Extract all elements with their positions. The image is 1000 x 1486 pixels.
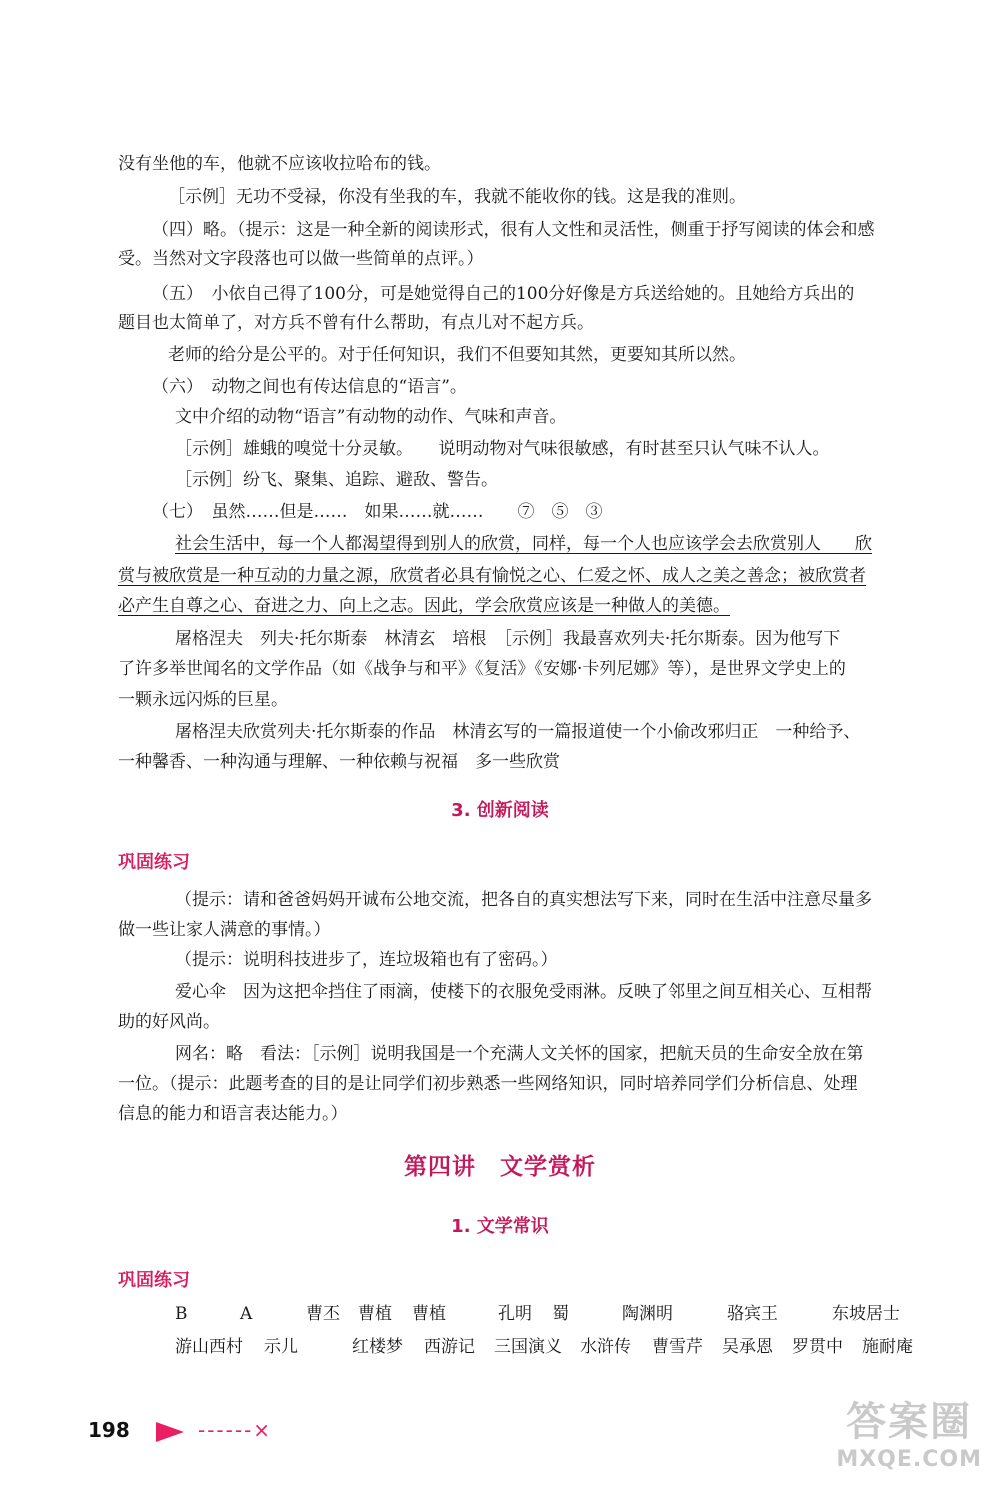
text-line: 一位。（提示：此题考查的目的是让同学们初步熟悉一些网络知识，同时培养同学们分析信息、处理 — [118, 1074, 858, 1094]
underlined-line: 必产生自尊之心、奋进之力、向上之志。因此，学会欣赏应该是一种做人的美德。 — [118, 596, 730, 616]
watermark-top: 答案圈 — [846, 1399, 973, 1445]
answer-item: 曹丕 — [306, 1304, 340, 1324]
answer-item: 曹植 — [358, 1304, 392, 1324]
text-line: 受。当然对文字段落也可以做一些简单的点评。） — [118, 249, 484, 269]
chapter-title: 第四讲 文学赏析 — [404, 1154, 596, 1180]
text-line: 题目也太简单了，对方兵不曾有什么帮助，有点儿对不起方兵。 — [118, 313, 594, 333]
text-line: 屠格涅夫欣赏列夫·托尔斯泰的作品 林清玄写的一篇报道使一个小偷改邪归正 一种给予、 — [175, 722, 861, 742]
watermark-logo — [836, 1390, 982, 1472]
text-line: ［示例］纷飞、聚集、追踪、避敌、警告。 — [175, 470, 498, 490]
text-line: 一颗永远闪烁的巨星。 — [118, 690, 288, 710]
practice-title: 巩固练习 — [118, 1270, 190, 1291]
text-line: 网名：略 看法：［示例］说明我国是一个充满人文关怀的国家，把航天员的生命安全放在第 — [175, 1044, 864, 1064]
text-line: （六） 动物之间也有传达信息的“语言”。 — [152, 377, 467, 397]
answer-item: 施耐庵 — [862, 1337, 913, 1357]
text-line: ［示例］无功不受禄，你没有坐我的车，我就不能收你的钱。这是我的准则。 — [168, 187, 746, 207]
answer-item: 曹植 — [412, 1304, 446, 1324]
practice-title: 巩固练习 — [118, 852, 190, 873]
text-line: 信息的能力和语言表达能力。） — [118, 1104, 348, 1124]
answer-item: 东坡居士 — [832, 1304, 900, 1324]
section-title: 3. 创新阅读 — [451, 800, 549, 821]
answer-item: 红楼梦 — [352, 1337, 403, 1357]
text-line: （七） 虽然……但是…… 如果……就…… ⑦ ⑤ ③ — [152, 502, 603, 522]
page-number: 198 — [88, 1418, 130, 1442]
watermark-bottom: MXQE.COM — [836, 1447, 982, 1472]
text-line: （五） 小依自己得了100分，可是她觉得自己的100分好像是方兵送给她的。且她给方兵出的 — [152, 284, 855, 304]
answer-item: 曹雪芹 — [652, 1337, 703, 1357]
text-line: 屠格涅夫 列夫·托尔斯泰 林清玄 培根 ［示例］我最喜欢列夫·托尔斯泰。因为他写下 — [175, 629, 841, 649]
answer-item: 罗贯中 — [792, 1337, 843, 1357]
text-line: 文中介绍的动物“语言”有动物的动作、气味和声音。 — [175, 407, 567, 427]
text-line: 一种馨香、一种沟通与理解、一种依赖与祝福 多一些欣赏 — [118, 752, 560, 772]
answer-item: 陶渊明 — [622, 1304, 673, 1324]
underlined-line: 赏与被欣赏是一种互动的力量之源，欣赏者必具有愉悦之心、仁爱之怀、成人之美之善念；被欣赏者 — [118, 566, 866, 586]
answer-item: 西游记 — [424, 1337, 475, 1357]
answer-item: 三国演义 — [494, 1337, 562, 1357]
text-line: （提示：说明科技进步了，连垃圾箱也有了密码。） — [175, 950, 558, 970]
text-line: 老师的给分是公平的。对于任何知识，我们不但要知其然，更要知其所以然。 — [168, 345, 746, 365]
answer-item: 骆宾王 — [727, 1304, 778, 1324]
answer-item: 示儿 — [264, 1337, 298, 1357]
text-line: （四）略。（提示：这是一种全新的阅读形式，很有人文性和灵活性，侧重于抒写阅读的体会和感 — [152, 220, 875, 240]
answer-item: 孔明 — [498, 1304, 532, 1324]
text-line: 助的好风尚。 — [118, 1012, 220, 1032]
footer-dashes: ------× — [198, 1418, 273, 1442]
text-line: 做一些让家人满意的事情。） — [118, 920, 331, 940]
answer-item: 吴承恩 — [722, 1337, 773, 1357]
answer-item: 水浒传 — [580, 1337, 631, 1357]
text-line: 爱心伞 因为这把伞挡住了雨滴，使楼下的衣服免受雨淋。反映了邻里之间互相关心、互相帮 — [175, 982, 872, 1002]
text-line: 了许多举世闻名的文学作品（如《战争与和平》《复活》《安娜·卡列尼娜》等），是世界文学史上的 — [118, 659, 846, 679]
answer-item: 游山西村 — [175, 1337, 243, 1357]
text-line: （提示：请和爸爸妈妈开诚布公地交流，把各自的真实想法写下来，同时在生活中注意尽量多 — [175, 890, 872, 910]
text-line: 没有坐他的车，他就不应该收拉哈布的钱。 — [118, 154, 441, 174]
answer-item: A — [240, 1304, 253, 1324]
answer-item: B — [175, 1304, 188, 1324]
answer-item: 蜀 — [552, 1304, 569, 1324]
underlined-line: 社会生活中，每一个人都渴望得到别人的欣赏，同样，每一个人也应该学会去欣赏别人 欣 — [175, 534, 872, 554]
text-line: ［示例］雄蛾的嗅觉十分灵敏。 说明动物对气味很敏感，有时甚至只认气味不认人。 — [175, 439, 830, 459]
section-title: 1. 文学常识 — [451, 1216, 549, 1237]
arrow-icon — [154, 1420, 186, 1448]
